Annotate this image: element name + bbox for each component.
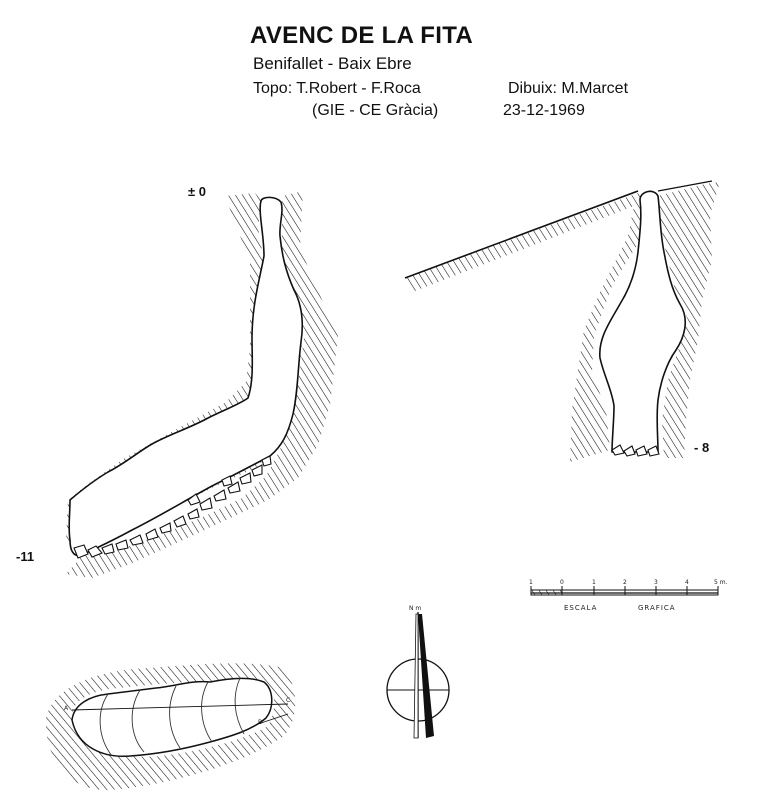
depth-label-section-b-bottom: - 8 [694, 440, 710, 455]
north-label: N m [409, 605, 422, 612]
survey-title: AVENC DE LA FITA [250, 22, 474, 49]
scale-label-grafica: GRAFICA [638, 604, 676, 612]
scale-label-escala: ESCALA [564, 604, 598, 612]
plan-marker-b: B [258, 719, 263, 726]
plan-marker-c: C [286, 697, 291, 704]
scale-tick-label: 5 m. [714, 579, 728, 586]
north-arrow [387, 605, 449, 738]
cross-section-a [66, 191, 338, 578]
topography-credit: Topo: T.Robert - F.Roca [253, 80, 421, 97]
scale-tick-label: 0 [560, 579, 564, 586]
scale-bar [529, 579, 728, 612]
plan-view [46, 663, 295, 790]
scale-tick-label: 1 [529, 579, 533, 586]
drawing-credit: Dibuix: M.Marcet [508, 80, 629, 97]
depth-label-top: ± 0 [188, 184, 206, 199]
surface-line-b [405, 191, 638, 278]
scale-tick-label: 1 [592, 579, 596, 586]
location-label: Benifallet - Baix Ebre [253, 54, 412, 73]
cave-outline-a [69, 197, 302, 556]
scale-tick-label: 3 [654, 579, 658, 586]
cross-section-b [405, 181, 720, 462]
survey-date: 23-12-1969 [503, 102, 585, 119]
depth-label-section-a-bottom: -11 [16, 549, 35, 564]
plan-marker-a: A [64, 705, 69, 712]
scale-tick-label: 4 [685, 579, 689, 586]
scale-tick-label: 2 [623, 579, 627, 586]
group-credit: (GIE - CE Gràcia) [312, 102, 439, 119]
